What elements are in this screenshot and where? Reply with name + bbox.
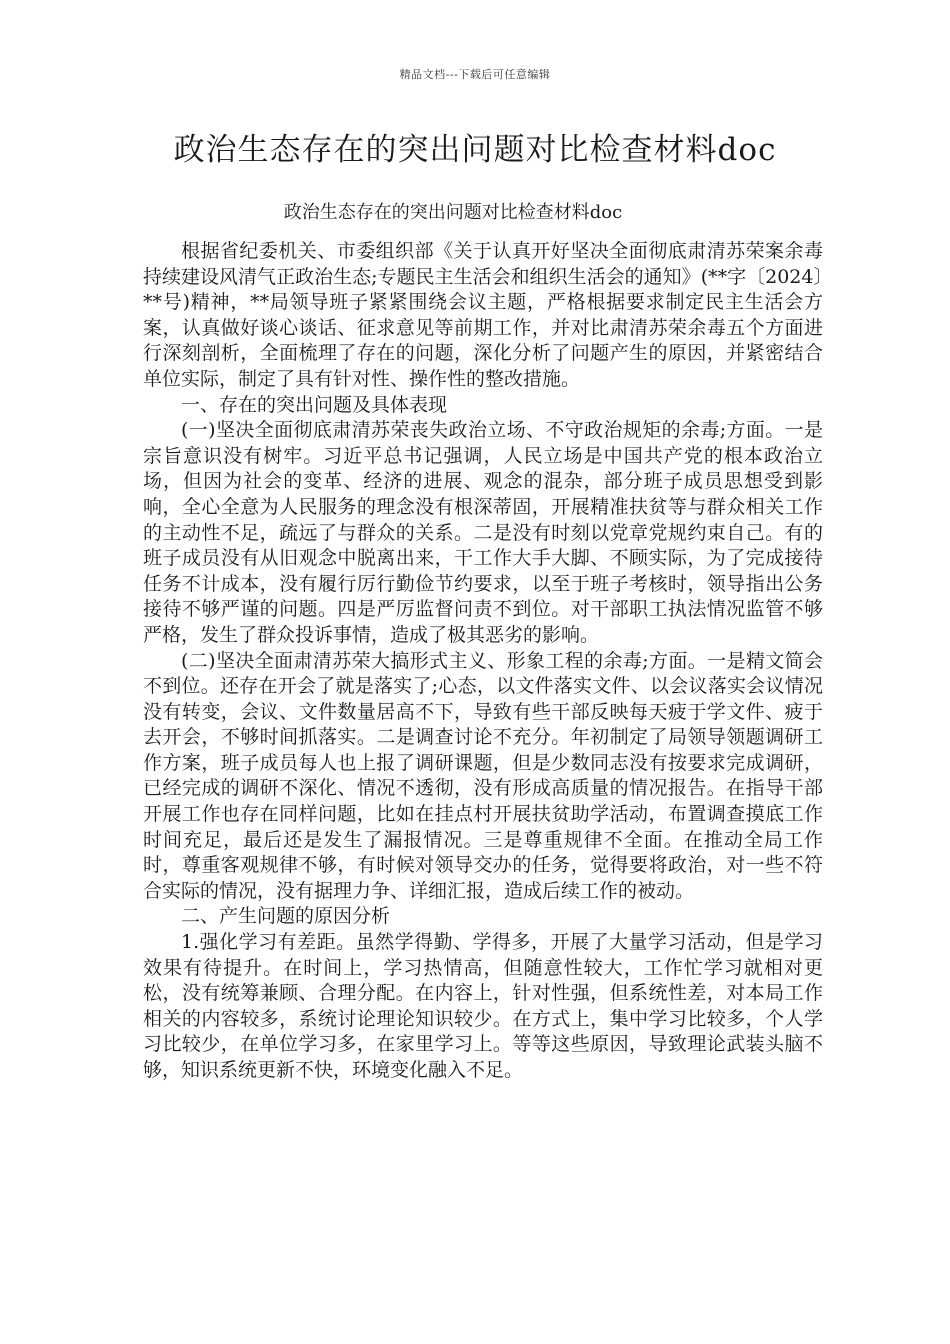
problem-paragraph-1: (一)坚决全面彻底肃清苏荣丧失政治立场、不守政治规矩的余毒;方面。一是宗旨意识没有树牢。习近平总书记强调，人民立场是中国共产党的根本政治立场，但因为社会的变革、经济的进展、观念的混杂，部分班子成员思想受到影响，全心全意为人民服务的理念没有根深蒂固，开展精准扶贫等与群众相关工作的主动性不足，疏远了与群众的关系。二是没有时刻以党章党规约束自己。有的班子成员没有从旧观念中脱离出来，干工作大手大脚、不顾实际，为了完成接待任务不计成本，没有履行厉行勤俭节约要求，以至于班子考核时，领导指出公务接待不够严谨的问题。四是严厉监督问责不到位。对干部职工执法情况监管不够严格，发生了群众投诉事情，造成了极其恶劣的影响。 xyxy=(143,419,823,646)
document-title: 政治生态存在的突出问题对比检查材料doc xyxy=(173,132,777,168)
intro-paragraph: 根据省纪委机关、市委组织部《关于认真开好坚决全面彻底肃清苏荣案余毒持续建设风清气正政治生态;专题民主生活会和组织生活会的通知》(**字〔2024〕**号)精神，**局领导班子紧紧围绕会议主题，严格根据要求制定民主生活会方案，认真做好谈心谈话、征求意见等前期工作，并对比肃清苏荣余毒五个方面进行深刻剖析，全面梳理了存在的问题，深化分析了问题产生的原因，并紧密结合单位实际，制定了具有针对性、操作性的整改措施。 xyxy=(143,240,823,390)
section-heading-causes: 二、产生问题的原因分析 xyxy=(181,905,391,928)
document-body xyxy=(143,239,823,1084)
cause-paragraph-1: 1.强化学习有差距。虽然学得勤、学得多，开展了大量学习活动，但是学习效果有待提升。在时间上，学习热情高，但随意性较大，工作忙学习就相对更松，没有统筹兼顾、合理分配。在内容上，针对性强，但系统性差，对本局工作相关的内容较多，系统讨论理论知识较少。在方式上，集中学习比较多，个人学习比较少，在单位学习多，在家里学习上。等等这些原因，导致理论武装头脑不够，知识系统更新不快，环境变化融入不足。 xyxy=(143,931,823,1081)
page-header-note: 精品文档---下载后可任意编辑 xyxy=(399,68,551,81)
section-heading-problems: 一、存在的突出问题及具体表现 xyxy=(181,393,448,416)
problem-paragraph-2: (二)坚决全面肃清苏荣大搞形式主义、形象工程的余毒;方面。一是精文简会不到位。还存在开会了就是落实了;心态，以文件落实文件、以会议落实会议情况没有转变，会议、文件数量居高不下，导致有些干部反映每天疲于学文件、疲于去开会，不够时间抓落实。二是调查讨论不充分。年初制定了局领导领题调研工作方案，班子成员每人也上报了调研课题，但是少数同志没有按要求完成调研，已经完成的调研不深化、情况不透彻，没有形成高质量的情况报告。在指导干部开展工作也存在同样问题，比如在挂点村开展扶贫助学活动，布置调查摸底工作时间充足，最后还是发生了漏报情况。三是尊重规律不全面。在推动全局工作时，尊重客观规律不够，有时候对领导交办的任务，觉得要将政治，对一些不符合实际的情况，没有据理力争、详细汇报，造成后续工作的被动。 xyxy=(143,649,823,902)
document-subtitle: 政治生态存在的突出问题对比检查材料doc xyxy=(283,202,623,223)
